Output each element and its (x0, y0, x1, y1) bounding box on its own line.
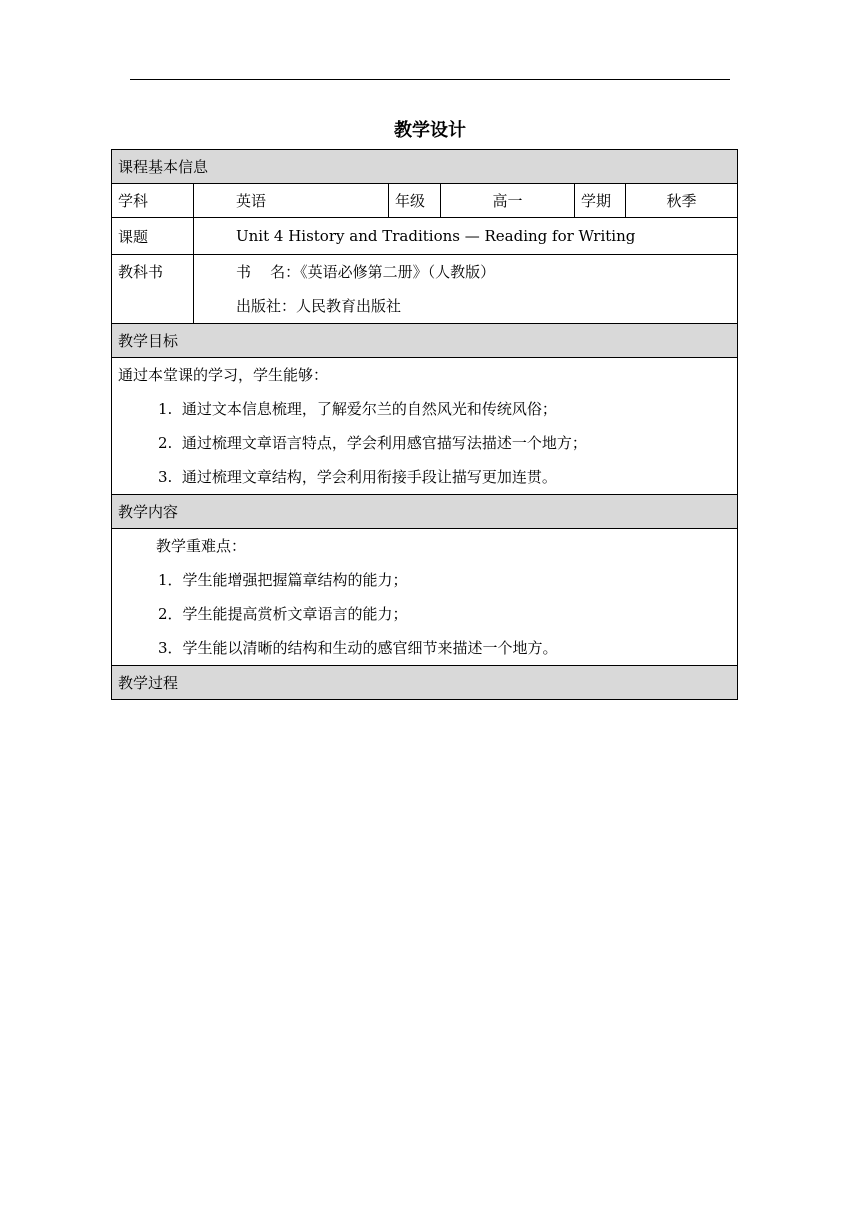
topic-row (112, 218, 738, 255)
textbook-label: 教科书 (112, 255, 194, 324)
section-content: 教学内容 (112, 495, 738, 529)
content-item: 2．学生能提高赏析文章语言的能力； (158, 605, 408, 623)
section-basic-info: 课程基本信息 (112, 150, 738, 184)
objective-item: 2. 通过梳理文章语言特点，学会利用感官描写法描述一个地方； (158, 434, 587, 452)
book-name: 书 名：《英语必修第二册》（人教版） (236, 263, 496, 281)
objectives-intro: 通过本堂课的学习，学生能够： (118, 366, 329, 384)
content-body (112, 529, 738, 666)
lesson-design-table (111, 149, 738, 700)
info-row (112, 184, 738, 218)
grade-value: 高一 (441, 184, 575, 218)
grade-label: 年级 (389, 184, 441, 218)
term-label: 学期 (575, 184, 626, 218)
publisher: 出版社：人民教育出版社 (236, 297, 402, 315)
document-title: 教学设计 (394, 120, 466, 141)
content-item: 1．学生能增强把握篇章结构的能力； (158, 571, 408, 589)
topic-value: Unit 4 History and Traditions — Reading for Writing (194, 218, 738, 255)
objective-item: 3. 通过梳理文章结构，学会利用衔接手段让描写更加连贯。 (158, 468, 557, 486)
content-heading: 教学重难点： (156, 537, 247, 555)
subject-label: 学科 (112, 184, 194, 218)
subject-value: 英语 (194, 184, 389, 218)
header-rule (130, 79, 730, 80)
objectives-row (112, 358, 738, 495)
textbook-value (194, 255, 738, 324)
term-value: 秋季 (626, 184, 738, 218)
section-objectives: 教学目标 (112, 324, 738, 358)
section-content-row (112, 495, 738, 529)
objectives-body (112, 358, 738, 495)
content-row (112, 529, 738, 666)
section-process-row (112, 666, 738, 700)
content-item: 3．学生能以清晰的结构和生动的感官细节来描述一个地方。 (158, 639, 558, 657)
topic-label: 课题 (112, 218, 194, 255)
section-process: 教学过程 (112, 666, 738, 700)
textbook-row (112, 255, 738, 324)
section-objectives-row (112, 324, 738, 358)
objective-item: 1. 通过文本信息梳理，了解爱尔兰的自然风光和传统风俗； (158, 400, 557, 418)
section-basic-info-row (112, 150, 738, 184)
